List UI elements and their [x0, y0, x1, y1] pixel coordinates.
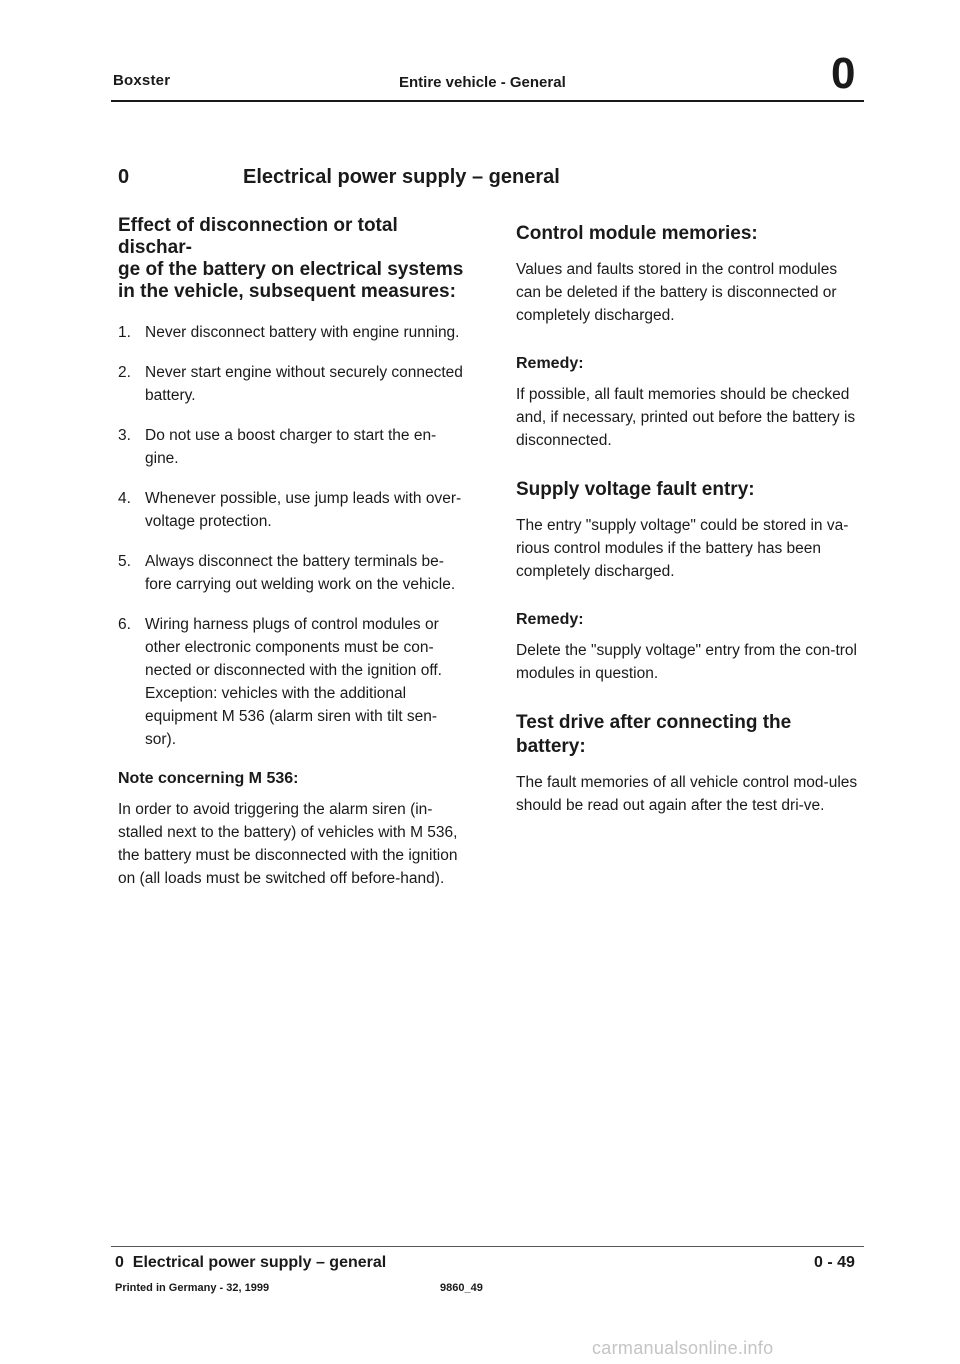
list-item-text: Wiring harness plugs of control modules or other electronic components must be con-nected or disconnected with the ignition off. Exception: vehicles with the additional equipment M 536 (alarm siren with tilt sen-sor). [145, 616, 442, 748]
list-item-text: Never start engine without securely connected battery. [145, 364, 463, 404]
list-item-text: Never disconnect battery with engine running. [145, 324, 460, 341]
supply-voltage-heading: Supply voltage fault entry: [516, 479, 755, 500]
list-item-number: 4. [118, 490, 131, 507]
header-group-number: 0 [831, 49, 856, 98]
left-heading-line: in the vehicle, subsequent measures: [118, 281, 456, 302]
list-item-text: Do not use a boost charger to start the en-gine. [145, 427, 437, 467]
header-rule [111, 100, 864, 102]
note-heading: Note concerning M 536: [118, 770, 299, 787]
test-drive-heading: Test drive after connecting the battery: [516, 712, 792, 757]
remedy-heading: Remedy: [516, 611, 584, 628]
list-item-number: 3. [118, 427, 131, 444]
section-title: Electrical power supply – general [243, 166, 560, 188]
list-item [118, 613, 468, 751]
measures-list [118, 321, 468, 751]
list-item-number: 6. [118, 616, 131, 633]
section-number: 0 [118, 166, 130, 188]
watermark: carmanualsonline.info [592, 1338, 774, 1358]
footer-rule [111, 1246, 864, 1247]
control-module-heading: Control module memories: [516, 223, 758, 244]
test-drive-text: The fault memories of all vehicle control mod-ules should be read out again after the test dri-ve. [516, 774, 858, 814]
document-code: 9860_49 [440, 1282, 483, 1294]
control-module-text: Values and faults stored in the control modules can be deleted if the battery is disconnected or completely discharged. [516, 261, 838, 324]
supply-voltage-text: The entry "supply voltage" could be stored in va-rious control modules if the battery has been completely discharged. [516, 517, 849, 580]
list-item-number: 1. [118, 324, 131, 341]
list-item [118, 487, 468, 533]
header-chapter: Entire vehicle - General [399, 74, 566, 91]
left-heading [118, 215, 468, 303]
note-text: In order to avoid triggering the alarm siren (in-stalled next to the battery) of vehicles with M 536, the battery must be disconnected with the ignition on (all loads must be switched off before-hand). [118, 801, 458, 887]
footer-title: 0 Electrical power supply – general [115, 1254, 387, 1271]
print-info: Printed in Germany - 32, 1999 [115, 1282, 270, 1294]
remedy-text: Delete the "supply voltage" entry from the con-trol modules in question. [516, 642, 857, 682]
list-item-number: 2. [118, 364, 131, 381]
remedy-text: If possible, all fault memories should be checked and, if necessary, printed out before the battery is disconnected. [516, 386, 856, 449]
list-item [118, 424, 468, 470]
left-column [118, 215, 468, 906]
left-heading-line: ge of the battery on electrical systems [118, 259, 464, 280]
right-column [516, 222, 866, 833]
left-heading-line: Effect of disconnection or total dischar- [118, 215, 398, 258]
list-item [118, 361, 468, 407]
list-item [118, 321, 468, 344]
list-item-number: 5. [118, 553, 131, 570]
header-model: Boxster [113, 72, 171, 89]
list-item-text: Whenever possible, use jump leads with over-voltage protection. [145, 490, 462, 530]
remedy-heading: Remedy: [516, 355, 584, 372]
list-item-text: Always disconnect the battery terminals be-fore carrying out welding work on the vehicle. [145, 553, 456, 593]
page-number: 0 - 49 [814, 1254, 855, 1271]
list-item [118, 550, 468, 596]
